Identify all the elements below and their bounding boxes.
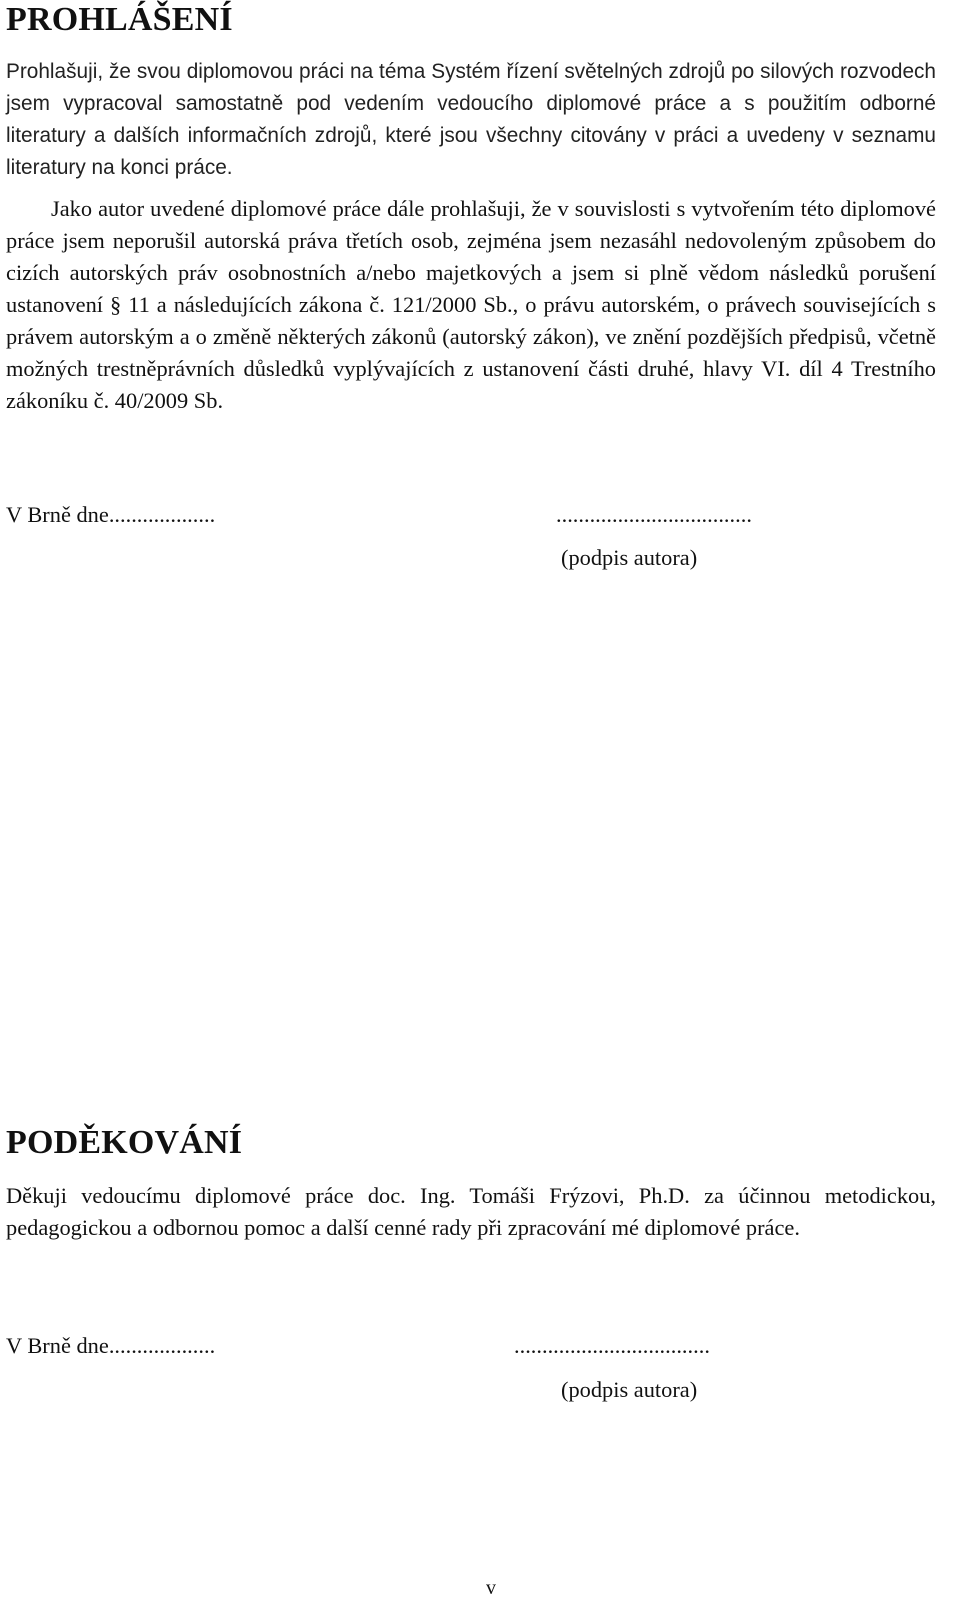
declaration-signature-label: (podpis autora) — [561, 545, 698, 570]
declaration-heading: PROHLÁŠENÍ — [6, 1, 233, 38]
document-page — [6, 0, 936, 1606]
declaration-signature-line: ................................... — [556, 502, 752, 527]
page-number: v — [486, 1577, 496, 1599]
acknowledgement-place-date: V Brně dne................... — [6, 1333, 216, 1358]
acknowledgement-signature-label: (podpis autora) — [561, 1377, 698, 1402]
declaration-paragraph-1: Prohlašuji, že svou diplomovou práci na téma Systém řízení světelných zdrojů po silových rozvodech jsem vypracoval samostatně pod vedením vedoucího diplomové práce a s použitím odborné literatury a dalších informačních zdrojů, které jsou všechny citovány v práci a uvedeny v seznamu literatury na konci práce. — [6, 60, 936, 179]
declaration-place-date: V Brně dne................... — [6, 502, 216, 527]
acknowledgement-signature-line: ................................... — [514, 1333, 710, 1358]
acknowledgement-heading: PODĚKOVÁNÍ — [6, 1124, 243, 1161]
declaration-paragraph-2: Jako autor uvedené diplomové práce dále prohlašuji, že v souvislosti s vytvořením této diplomové práce jsem neporušil autorská práva třetích osob, zejména jsem nezasáhl nedovoleným způsobem do cizích autorských práv osobnostních a/nebo majetkových a jsem si plně vědom následků porušení ustanovení § 11 a následujících zákona č. 121/2000 Sb., o právu autorském, o právech souvisejících s právem autorským a o změně některých zákonů (autorský zákon), ve znění pozdějších předpisů, včetně možných trestněprávních důsledků vyplývajících z ustanovení části druhé, hlavy VI. díl 4 Trestního zákoníku č. 40/2009 Sb. — [6, 196, 936, 413]
acknowledgement-paragraph: Děkuji vedoucímu diplomové práce doc. Ing. Tomáši Frýzovi, Ph.D. za účinnou metodickou, pedagogickou a odbornou pomoc a další cenné rady při zpracování mé diplomové práce. — [6, 1183, 936, 1240]
